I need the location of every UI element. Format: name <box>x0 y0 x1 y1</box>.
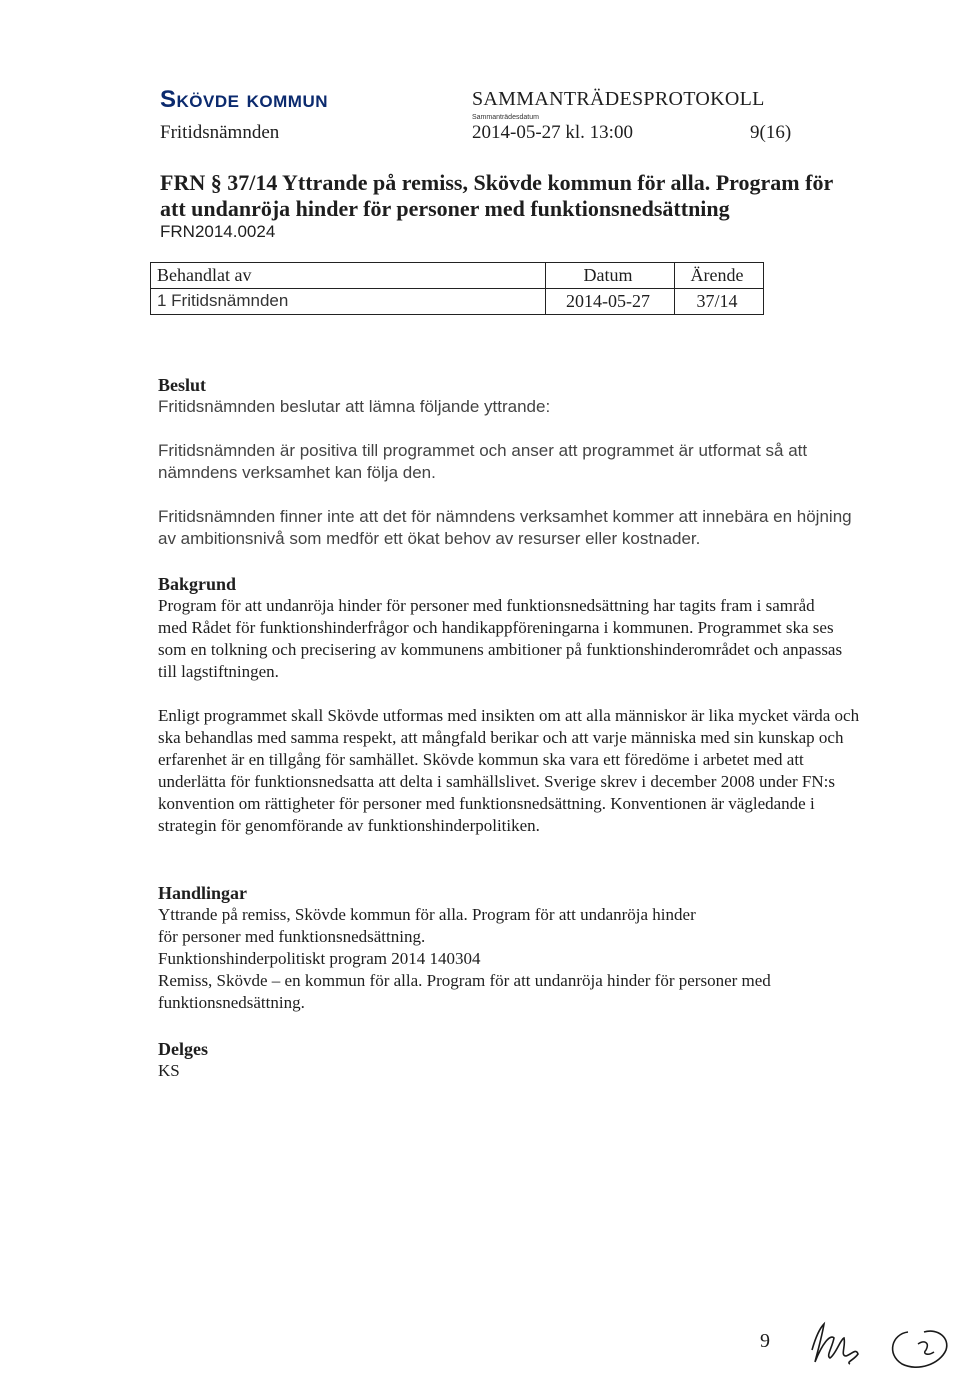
cell-case: 37/14 <box>675 289 764 315</box>
section-delges <box>158 1038 878 1082</box>
section-heading-beslut: Beslut <box>158 375 207 395</box>
list-item: för personer med funktionsnedsättning. <box>158 927 426 946</box>
list-item: Remiss, Skövde – en kommun för alla. Program för att undanröja hinder för personer med funktionsnedsättning. <box>158 971 771 1012</box>
table-row <box>151 289 764 315</box>
org-logo: Skövde kommun <box>160 86 329 113</box>
footer-page-number: 9 <box>760 1330 770 1352</box>
list-item: Funktionshinderpolitiskt program 2014 140304 <box>158 949 481 968</box>
section-heading-handlingar: Handlingar <box>158 883 248 903</box>
section-heading-bakgrund: Bakgrund <box>158 574 237 594</box>
col-header-date: Datum <box>546 263 675 289</box>
list-item: Yttrande på remiss, Skövde kommun för alla. Program för att undanröja hinder <box>158 905 696 924</box>
page-indicator: 9(16) <box>750 122 792 143</box>
paragraph-heading: FRN § 37/14 Yttrande på remiss, Skövde kommun för alla. Program för att undanröja hinder för personer med funktionsnedsättning <box>160 170 833 221</box>
handled-by-table <box>150 262 764 315</box>
section-beslut <box>158 374 878 572</box>
beslut-paragraph-2: Fritidsnämnden finner inte att det för nämndens verksamhet kommer att innebära en höjning av ambitionsnivå som medför ett ökat behov av resurser eller kostnader. <box>158 507 852 548</box>
section-heading-delges: Delges <box>158 1039 208 1059</box>
table-header-row <box>151 263 764 289</box>
meeting-date-label: Sammanträdesdatum <box>472 114 539 121</box>
col-header-case: Ärende <box>675 263 764 289</box>
section-handlingar <box>158 882 878 1014</box>
beslut-paragraph-1: Fritidsnämnden är positiva till programmet och anser att programmet är utformat så att nämndens verksamhet kan följa den. <box>158 441 808 482</box>
bakgrund-paragraph-2: Enligt programmet skall Skövde utformas med insikten om att alla människor är lika mycket värda och ska behandlas med samma respekt, att mångfald berikar och att varje människa med sin kunskap och erfarenhet är en tillgång för samhället. Skövde kommun ska vara ett föredöme i arbetet med att underlätta för funktionsnedsatta att delta i samhällslivet. Sverige skrev i december 2008 under FN:s konvention om rättigheter för personer med funktionsnedsättning. Konventionen är vägledande i strategin för genomförande av funktionshinderpolitiken. <box>158 706 860 835</box>
col-header-handled-by: Behandlat av <box>151 263 546 289</box>
meeting-date: 2014-05-27 kl. 13:00 <box>472 122 633 143</box>
signature-initials <box>800 1310 960 1380</box>
bakgrund-paragraph-1: Program för att undanröja hinder för personer med funktionsnedsättning har tagits fram i samråd med Rådet för funktionshinderfrågor och handikappföreningarna i kommunen. Programmet ska ses som en tolkning och precisering av kommunens ambitioner på funktionshinderområdet och anpassas till lagstiftningen. <box>158 596 843 681</box>
cell-date: 2014-05-27 <box>546 289 675 315</box>
section-bakgrund <box>158 573 878 859</box>
cell-handled-by: 1 Fritidsnämnden <box>151 289 546 315</box>
document-title: SAMMANTRÄDESPROTOKOLL <box>472 88 765 110</box>
department-name: Fritidsnämnden <box>160 122 280 143</box>
diary-number: FRN2014.0024 <box>160 222 276 241</box>
recipient: KS <box>158 1061 180 1080</box>
beslut-intro: Fritidsnämnden beslutar att lämna följande yttrande: <box>158 397 551 416</box>
